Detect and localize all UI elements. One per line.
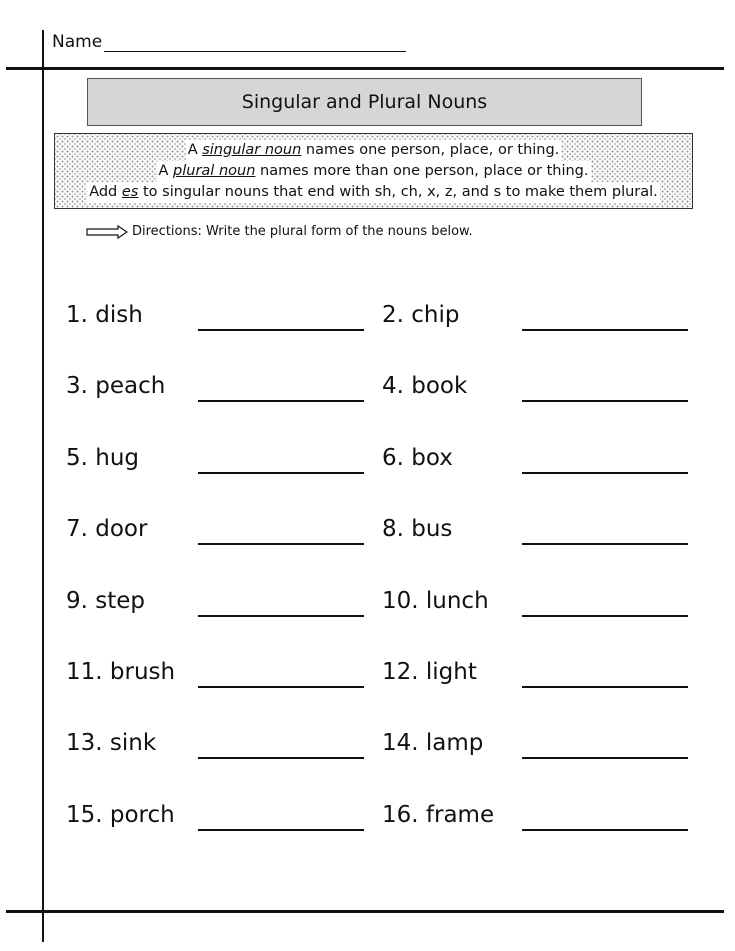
noun-item-12: 12. light	[382, 659, 477, 685]
rules-box	[54, 133, 693, 209]
answer-line-7[interactable]	[198, 543, 364, 545]
answer-line-11[interactable]	[198, 686, 364, 688]
rule-2-after: names more than one person, place or thing.	[255, 162, 589, 179]
name-blank-line[interactable]	[104, 33, 406, 52]
noun-item-4: 4. book	[382, 373, 468, 400]
answer-line-10[interactable]	[522, 615, 688, 617]
answer-line-15[interactable]	[198, 829, 364, 831]
top-rule	[6, 67, 724, 70]
answer-line-4[interactable]	[522, 400, 688, 402]
answer-line-2[interactable]	[522, 329, 688, 331]
rule-3-after: to singular nouns that end with sh, ch, x, z, and s to make them plural.	[138, 183, 658, 200]
noun-item-11: 11. brush	[66, 659, 176, 685]
rule-1-after: names one person, place, or thing.	[301, 141, 560, 158]
name-row	[52, 32, 406, 52]
noun-item-5: 5. hug	[66, 444, 140, 471]
answer-line-8[interactable]	[522, 543, 688, 545]
answer-line-3[interactable]	[198, 400, 364, 402]
arrow-right-icon	[86, 225, 128, 239]
answer-line-9[interactable]	[198, 615, 364, 617]
rule-1-before: A	[187, 141, 203, 158]
noun-item-10: 10. lunch	[382, 587, 489, 614]
name-label: Name	[52, 32, 103, 52]
rule-line-3	[87, 182, 660, 203]
noun-item-15: 15. porch	[66, 801, 175, 828]
directions-text: Directions: Write the plural form of the nouns below.	[132, 224, 473, 239]
noun-item-9: 9. step	[66, 587, 146, 614]
bottom-rule	[6, 910, 724, 913]
answer-line-16[interactable]	[522, 829, 688, 831]
rule-2-term: plural noun	[173, 162, 256, 179]
noun-item-16: 16. frame	[382, 801, 495, 828]
noun-item-7: 7. door	[66, 516, 148, 543]
rule-line-1	[186, 140, 562, 161]
directions	[86, 224, 473, 239]
answer-line-1[interactable]	[198, 329, 364, 331]
noun-item-14: 14. lamp	[382, 730, 484, 757]
page-title: Singular and Plural Nouns	[241, 91, 488, 113]
noun-item-1: 1. dish	[66, 302, 143, 328]
rule-1-term: singular noun	[202, 141, 302, 158]
noun-item-6: 6. box	[382, 444, 453, 471]
rule-3-before: Add	[89, 183, 122, 200]
rule-line-2	[157, 161, 591, 182]
rule-2-before: A	[158, 162, 174, 179]
noun-item-13: 13. sink	[66, 730, 157, 757]
title-box	[87, 78, 642, 126]
answer-line-6[interactable]	[522, 472, 688, 474]
answer-line-12[interactable]	[522, 686, 688, 688]
answer-line-14[interactable]	[522, 757, 688, 759]
answer-line-5[interactable]	[198, 472, 364, 474]
noun-item-8: 8. bus	[382, 516, 453, 543]
noun-item-3: 3. peach	[66, 373, 166, 400]
rule-3-term: es	[121, 183, 139, 200]
left-margin-line	[42, 30, 44, 942]
noun-item-2: 2. chip	[382, 302, 460, 328]
answer-line-13[interactable]	[198, 757, 364, 759]
